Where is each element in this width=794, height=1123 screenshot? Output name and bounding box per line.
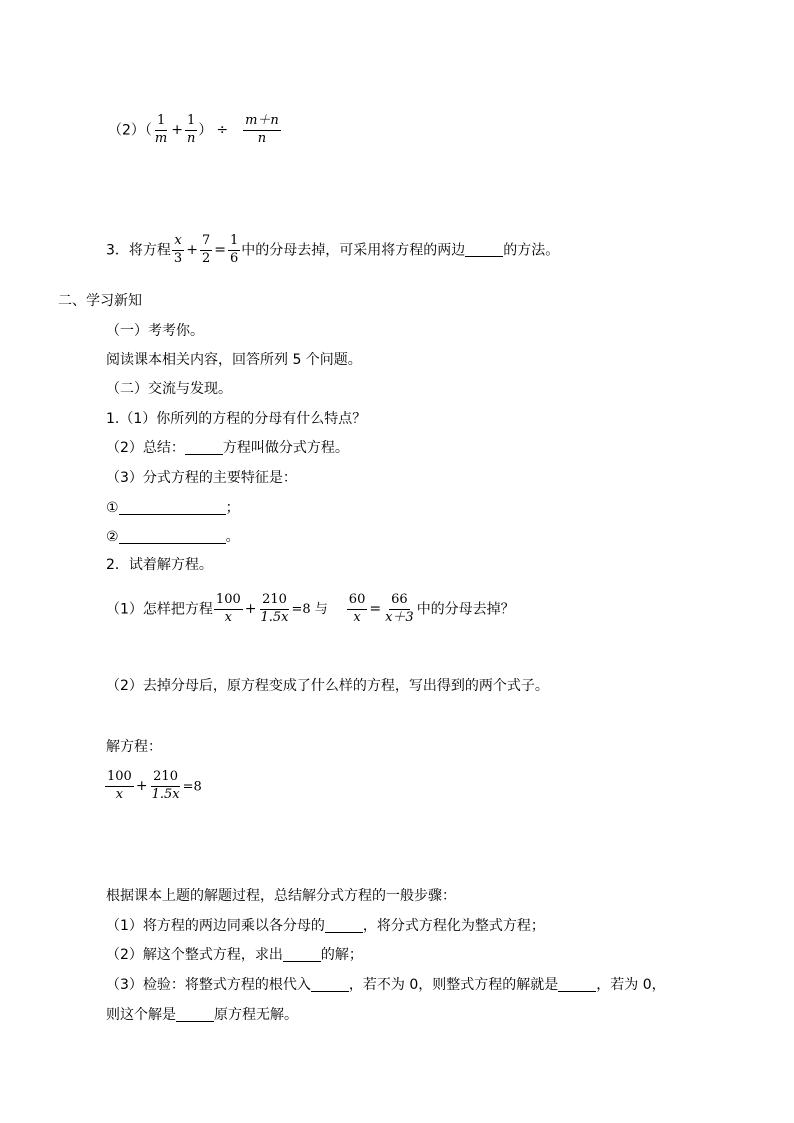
fraction-1-over-6: $\frac{1}{6}$: [229, 233, 239, 266]
q3-line: 3．将方程 $\frac{x}{3}$ + $\frac{7}{2}$ = $\frac{1}{6}$ 中的分母去掉，可采用将方程的两边 的方法。: [106, 233, 560, 266]
subsection-1: （一）考考你。: [106, 323, 204, 339]
section-title: 二、学习新知: [58, 293, 142, 309]
answer-blank[interactable]: [558, 977, 596, 992]
answer-blank[interactable]: [185, 440, 223, 455]
steps-intro: 根据课本上题的解题过程，总结解分式方程的一般步骤：: [106, 888, 456, 904]
answer-blank[interactable]: [311, 977, 349, 992]
equation-question: （1）怎样把方程 $\frac{100}{x}$ + $\frac{210}{1.5x}$ =8 与 $\frac{60}{x}$ = $\frac{66}{x+3}$ 中的分母去掉？: [106, 592, 515, 625]
step-3: （3）检验：将整式方程的根代入 ，若不为 0，则整式方程的解就是 ，若为 0，: [106, 977, 666, 993]
q2-expression: （2）（ $\frac{1}{m}$ + $\frac{1}{n}$ ） ÷ $\frac{m+n}{n}$: [108, 113, 279, 146]
step-3-continued: 则这个解是 原方程无解。: [106, 1007, 298, 1023]
answer-blank[interactable]: [283, 947, 321, 962]
answer-blank[interactable]: [176, 1007, 214, 1022]
answer-blank[interactable]: [119, 529, 226, 544]
question-1-2: （2）总结： 方程叫做分式方程。: [106, 440, 349, 456]
fraction-mn-over-n: $\frac{m+n}{n}$: [245, 113, 279, 146]
step-2: （2）解这个整式方程，求出 的解；: [106, 947, 363, 963]
fraction-1-over-n: $\frac{1}{n}$: [186, 113, 196, 146]
fraction-7-over-2: $\frac{7}{2}$: [201, 233, 211, 266]
fraction-100-over-x: $\frac{100}{x}$: [107, 769, 132, 802]
question-2-2: （2）去掉分母后，原方程变成了什么样的方程，写出得到的两个式子。: [106, 678, 549, 694]
subsection-2: （二）交流与发现。: [106, 381, 232, 397]
fraction-210-over-1-5x: $\frac{210}{1.5x}$: [260, 592, 289, 625]
feature-item-1: ① ；: [106, 500, 240, 516]
solve-label: 解方程：: [106, 739, 162, 755]
answer-blank[interactable]: [119, 500, 226, 515]
question-1-3: （3）分式方程的主要特征是：: [106, 470, 297, 486]
fraction-66-over-x-plus-3: $\frac{66}{x+3}$: [385, 592, 414, 625]
fraction-1-over-m: $\frac{1}{m}$: [154, 113, 168, 146]
answer-blank[interactable]: [325, 918, 363, 933]
fraction-60-over-x: $\frac{60}{x}$: [348, 592, 366, 625]
feature-item-2: ② 。: [106, 529, 240, 545]
reading-instruction: 阅读课本相关内容，回答所列 5 个问题。: [106, 352, 362, 368]
question-2: 2．试着解方程。: [106, 557, 213, 573]
answer-blank[interactable]: [465, 242, 503, 257]
question-1-1: 1.（1）你所列的方程的分母有什么特点？: [106, 411, 367, 427]
fraction-x-over-3: $\frac{x}{3}$: [173, 233, 183, 266]
fraction-100-over-x: $\frac{100}{x}$: [215, 592, 241, 625]
step-1: （1）将方程的两边同乘以各分母的 ，将分式方程化为整式方程；: [106, 918, 545, 934]
solve-equation: $\frac{100}{x}$ + $\frac{210}{1.5x}$ =8: [107, 769, 202, 802]
fraction-210-over-1-5x: $\frac{210}{1.5x}$: [151, 769, 180, 802]
